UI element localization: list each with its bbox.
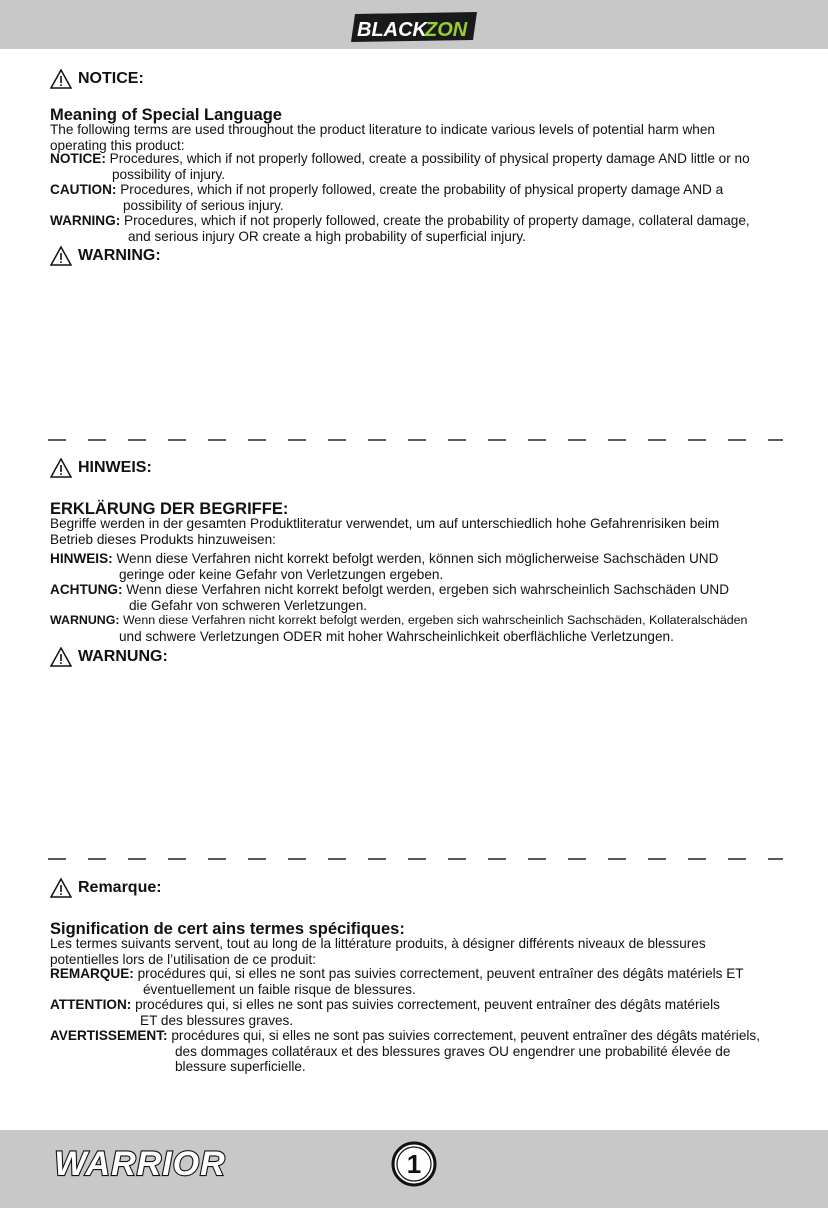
term-warning xyxy=(50,213,790,244)
page-number: 1 xyxy=(406,1149,422,1179)
term-text: die Gefahr von schweren Verletzungen. xyxy=(129,597,368,613)
notice-title xyxy=(50,67,144,91)
page-number-badge xyxy=(390,1140,438,1188)
term-text: Wenn diese Verfahren nicht korrekt befolgt werden, können sich möglicherweise Sachschäden UND xyxy=(112,551,719,566)
term-text: Wenn diese Verfahren nicht korrekt befolgt werden, ergeben sich wahrscheinlich Sachschäden UND xyxy=(122,582,730,597)
term-text: ET des blessures graves. xyxy=(140,1012,294,1028)
warrior-logo xyxy=(42,1141,238,1185)
term-avertissement xyxy=(50,1028,790,1075)
notice-title-text: Remarque: xyxy=(78,879,162,896)
section-heading: Meaning of Special Language xyxy=(50,106,282,124)
term-text: und schwere Verletzungen ODER mit hoher Wahrscheinlichkeit oberflächliche Verletzungen. xyxy=(119,628,674,644)
logo-text-zon: ZON xyxy=(425,19,468,41)
intro-line: Begriffe werden in der gesamten Produktliteratur verwendet, um auf unterschiedlich hohe Gefahrenrisiken beim xyxy=(50,516,720,531)
term-label: ATTENTION: xyxy=(50,997,132,1012)
term-label: AVERTISSEMENT: xyxy=(50,1028,168,1043)
term-text: procédures qui, si elles ne sont pas suivies correctement, peuvent entraîner des dégâts matériels, xyxy=(167,1028,760,1043)
section-divider xyxy=(48,857,783,861)
term-attention xyxy=(50,997,790,1028)
term-label: WARNUNG: xyxy=(50,613,120,627)
warning-triangle-icon xyxy=(50,246,72,266)
warning-triangle-icon xyxy=(50,878,72,898)
section-heading: Signification de cert ains termes spécifiques: xyxy=(50,920,405,938)
term-label: REMARQUE: xyxy=(50,966,134,981)
term-text: procédures qui, si elles ne sont pas suivies correctement, peuvent entraîner des dégâts matériels ET xyxy=(133,966,744,981)
warning-triangle-icon xyxy=(50,69,72,89)
term-text: possibility of serious injury. xyxy=(123,197,284,213)
page-header xyxy=(0,0,828,49)
term-remarque xyxy=(50,966,790,997)
intro-paragraph xyxy=(50,122,785,153)
warning-title-text: WARNING: xyxy=(78,247,161,264)
term-text: and serious injury OR create a high probability of superficial injury. xyxy=(128,228,526,244)
term-label: NOTICE: xyxy=(50,151,106,166)
term-label: WARNING: xyxy=(50,213,121,228)
notice-title xyxy=(50,876,162,900)
term-achtung xyxy=(50,582,790,613)
intro-paragraph xyxy=(50,936,785,967)
term-warnung xyxy=(50,613,790,644)
notice-title xyxy=(50,456,152,480)
notice-title-text: NOTICE: xyxy=(78,70,144,87)
term-notice xyxy=(50,151,790,182)
warning-title xyxy=(50,645,168,669)
warning-title xyxy=(50,244,161,268)
logo-text-black: BLACK xyxy=(357,19,427,41)
warning-title-text: WARNUNG: xyxy=(78,648,168,665)
intro-line: Betrieb dieses Produkts hinzuweisen: xyxy=(50,531,276,547)
section-heading: ERKLÄRUNG DER BEGRIFFE: xyxy=(50,500,289,518)
term-text: possibility of injury. xyxy=(112,166,226,182)
notice-title-text: HINWEIS: xyxy=(78,459,152,476)
term-hinweis xyxy=(50,551,790,582)
warning-triangle-icon xyxy=(50,458,72,478)
term-text: Procedures, which if not properly followed, create the probability of property damage, collateral damage, xyxy=(120,213,750,228)
term-text: des dommages collatéraux et des blessures graves OU engendrer une probabilité élevée de xyxy=(175,1043,731,1059)
term-text: Wenn diese Verfahren nicht korrekt befolgt werden, ergeben sich wahrscheinlich Sachschäden, Kollateralschäden xyxy=(119,613,748,627)
warrior-logo-text: WARRIOR xyxy=(54,1145,226,1183)
section-divider xyxy=(48,438,783,442)
term-caution xyxy=(50,182,790,213)
intro-paragraph xyxy=(50,516,785,547)
term-label: CAUTION: xyxy=(50,182,117,197)
intro-line: operating this product: xyxy=(50,137,185,153)
term-label: ACHTUNG: xyxy=(50,582,123,597)
term-text: éventuellement un faible risque de blessures. xyxy=(143,981,416,997)
intro-line: The following terms are used throughout the product literature to indicate various levels of potential harm when xyxy=(50,122,715,137)
intro-line: potentielles lors de l’utilisation de ce produit: xyxy=(50,951,316,967)
intro-line: Les termes suivants servent, tout au long de la littérature produits, à désigner différents niveaux de blessures xyxy=(50,936,706,951)
warning-triangle-icon xyxy=(50,647,72,667)
term-text: Procedures, which if not properly followed, create the probability of physical property damage AND a xyxy=(116,182,724,197)
blackzon-logo xyxy=(349,10,479,44)
term-label: HINWEIS: xyxy=(50,551,113,566)
term-text: blessure superficielle. xyxy=(175,1059,306,1074)
term-text: Procedures, which if not properly followed, create a possibility of physical property damage AND little or no xyxy=(105,151,750,166)
term-text: geringe oder keine Gefahr von Verletzungen ergeben. xyxy=(119,566,444,582)
term-text: procédures qui, si elles ne sont pas suivies correctement, peuvent entraîner des dégâts matériels xyxy=(131,997,720,1012)
